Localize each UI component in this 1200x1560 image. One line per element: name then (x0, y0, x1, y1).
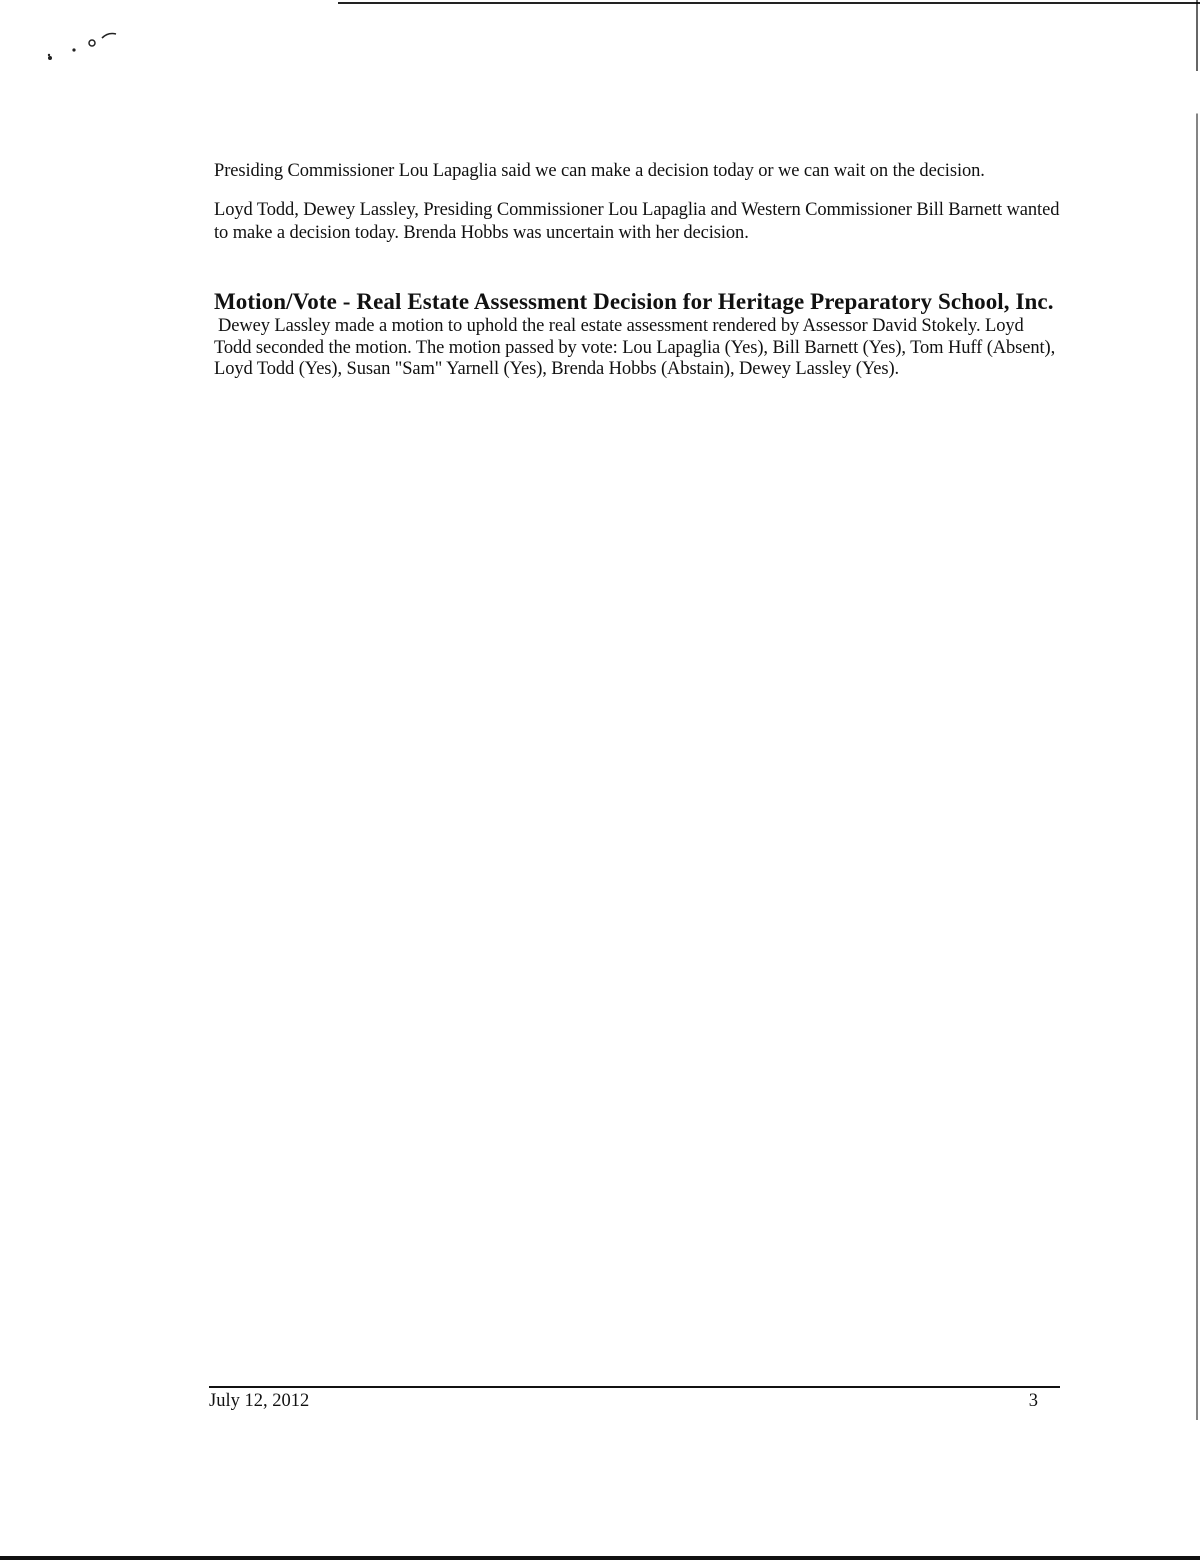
paragraph-decision-timing: Presiding Commissioner Lou Lapaglia said we can make a decision today or we can wait on the decision. (214, 161, 985, 181)
page-number: 3 (1028, 1391, 1038, 1411)
motion-section (214, 288, 1064, 381)
scan-bottom-edge (0, 1556, 1200, 1560)
scan-right-edge (1196, 0, 1198, 1420)
scan-specks (42, 28, 122, 68)
scan-top-rule (338, 2, 1200, 4)
document-page (214, 160, 1064, 381)
motion-heading: Motion/Vote - Real Estate Assessment Decision for Heritage Preparatory School, Inc. (214, 289, 1054, 314)
paragraph-decision-preference: Loyd Todd, Dewey Lassley, Presiding Commissioner Lou Lapaglia and Western Commissioner Bill Barnett wanted to make a decision today. Brenda Hobbs was uncertain with her decision. (214, 200, 1060, 243)
page-footer (209, 1386, 1060, 1412)
motion-text: Dewey Lassley made a motion to uphold the real estate assessment rendered by Assessor David Stokely. Loyd Todd seconded the motion. The motion passed by vote: Lou Lapaglia (Yes), Bill Barnett (Yes), Tom Huff (Absent), Loyd Todd (Yes), Susan "Sam" Yarnell (Yes), Brenda Hobbs (Abstain), Dewey Lassley (Yes). (214, 316, 1056, 379)
footer-date: July 12, 2012 (209, 1391, 310, 1411)
